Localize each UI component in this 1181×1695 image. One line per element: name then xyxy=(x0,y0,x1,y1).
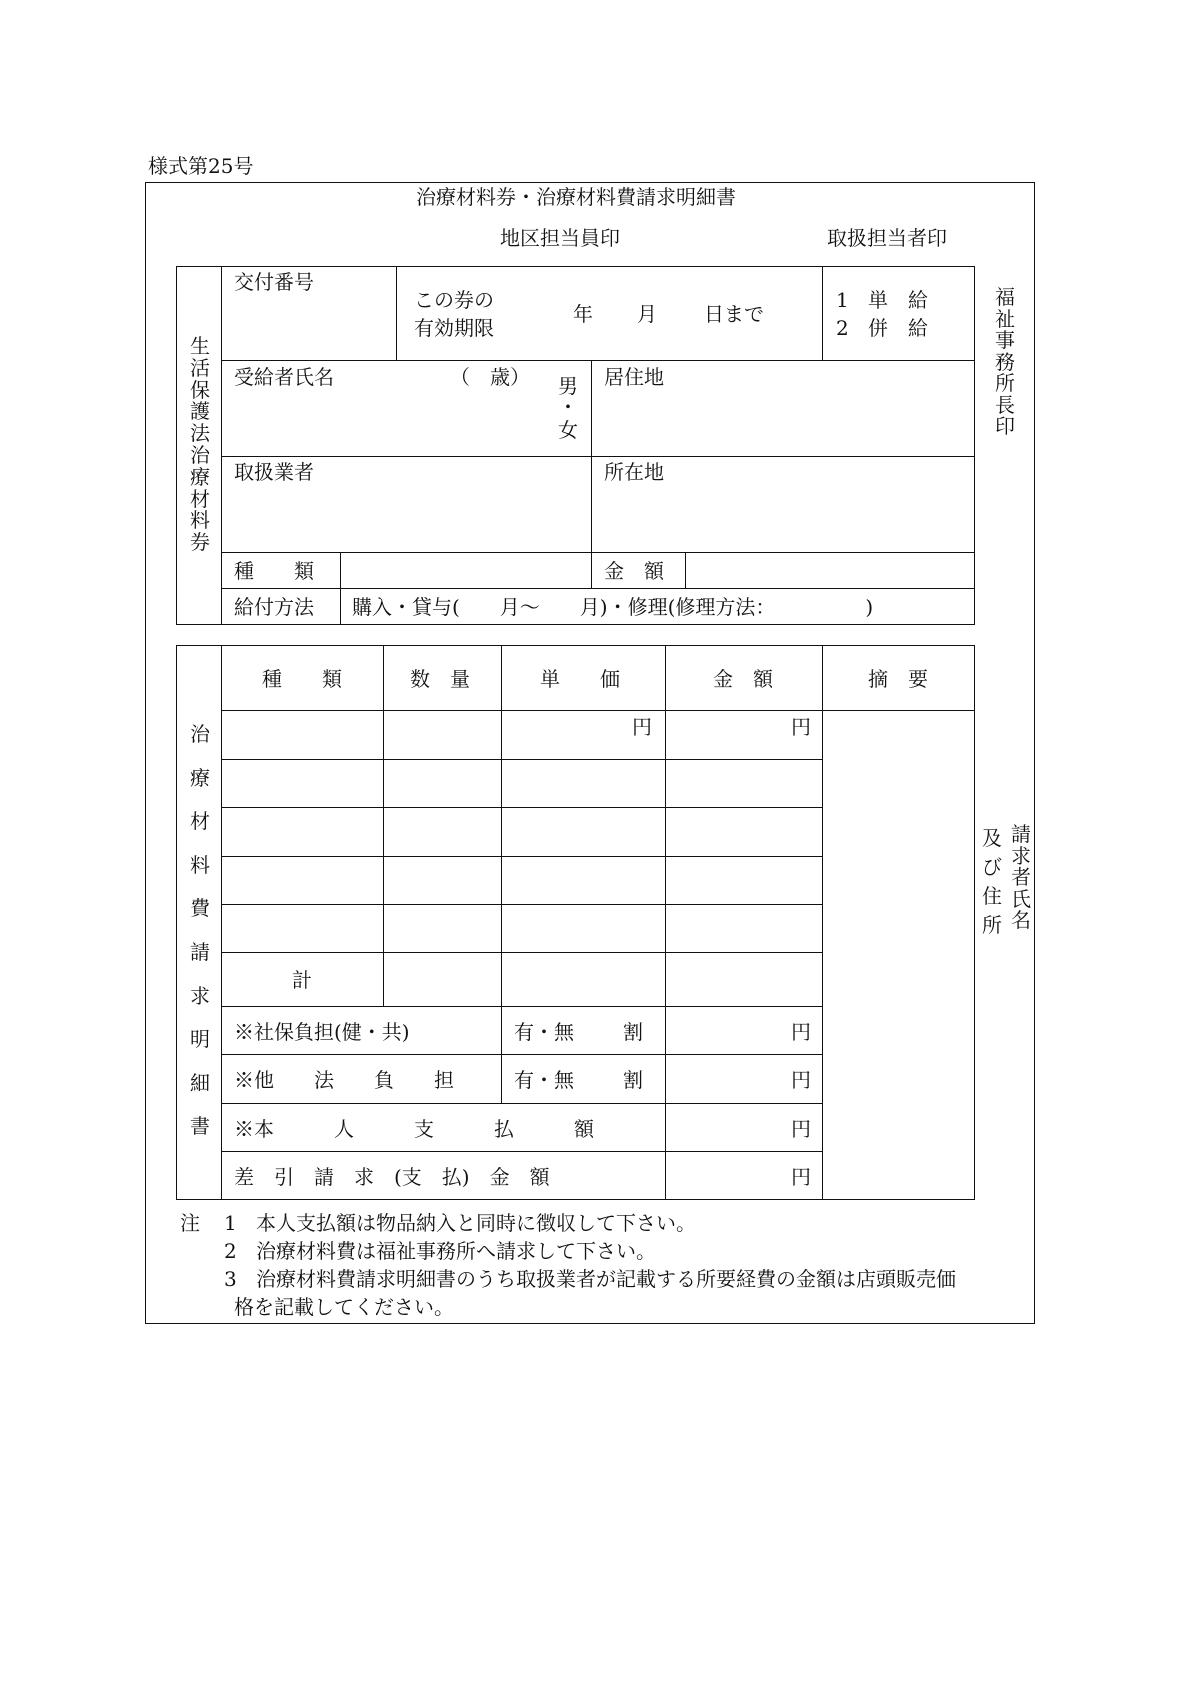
district-officer-stamp-label: 地区担当員印 xyxy=(500,226,620,250)
outer-frame xyxy=(145,182,1035,1324)
note2-text: 治療材料費は福祉事務所へ請求して下さい。 xyxy=(256,1239,656,1263)
female-label: 女 xyxy=(558,418,578,442)
social-insurance-label: ※社保負担(健・共) xyxy=(234,1020,410,1044)
payment-method-label: 給付方法 xyxy=(234,595,314,619)
self-payment-yen: 円 xyxy=(791,1117,811,1141)
handler-stamp-label: 取扱担当者印 xyxy=(827,226,947,250)
form-title: 治療材料券・治療材料費請求明細書 xyxy=(416,185,736,209)
benefit-type1-label: 単 給 xyxy=(868,288,928,312)
claim-amount-yen: 円 xyxy=(791,1165,811,1189)
validity-until: 日まで xyxy=(704,302,764,326)
amount-yen: 円 xyxy=(791,715,811,739)
validity-label-line2: 有効期限 xyxy=(414,316,494,340)
note3-text-line2: 格を記載してください。 xyxy=(234,1295,454,1319)
note2-number: 2 xyxy=(224,1239,237,1263)
office-chief-stamp-label: 福 祉 事 務 所 長 印 xyxy=(995,285,1015,438)
residence-label: 居住地 xyxy=(604,365,664,389)
note3-number: 3 xyxy=(224,1267,237,1291)
validity-label-line1: この券の xyxy=(414,288,494,312)
header-amount: 金 額 xyxy=(713,667,773,691)
other-law-yesno: 有・無 xyxy=(514,1068,574,1092)
claim-amount-label: 差 引 請 求 (支 払) 金 額 xyxy=(234,1165,550,1189)
kind-label: 種 類 xyxy=(234,559,314,583)
social-insurance-yesno: 有・無 xyxy=(514,1020,574,1044)
payment-method-detail: 購入・貸与( 月～ 月)・修理(修理方法： ) xyxy=(352,595,874,619)
social-insurance-ratio: 割 xyxy=(623,1020,643,1044)
note1-text: 本人支払額は物品納入と同時に徴収して下さい。 xyxy=(256,1211,696,1235)
claimant-name-label: 請 求 者 氏 名 xyxy=(1011,822,1031,933)
form-number: 様式第25号 xyxy=(148,154,254,178)
claimant-address-label: 及 び 住 所 xyxy=(982,826,1002,937)
unit-price-yen: 円 xyxy=(632,715,652,739)
validity-month: 月 xyxy=(637,302,657,326)
age-label: （ 歳） xyxy=(450,365,530,389)
male-label: 男 xyxy=(558,374,578,398)
benefit-type1-num: 1 xyxy=(836,288,849,312)
header-unit-price: 単 価 xyxy=(540,667,620,691)
note3-text-line1: 治療材料費請求明細書のうち取扱業者が記載する所要経費の金額は店頭販売価 xyxy=(256,1267,956,1291)
other-law-label: ※他 法 負 担 xyxy=(234,1068,454,1092)
amount-label: 金 額 xyxy=(604,559,664,583)
benefit-type2-num: 2 xyxy=(836,316,849,340)
self-payment-label: ※本 人 支 払 額 xyxy=(234,1117,594,1141)
recipient-name-label: 受給者氏名 xyxy=(234,365,334,389)
notes-label: 注 xyxy=(180,1211,200,1235)
other-law-yen: 円 xyxy=(791,1068,811,1092)
statement-section-label: 治 療 材 料 費 請 求 明 細 書 xyxy=(190,722,210,1139)
handler-business-label: 取扱業者 xyxy=(234,460,314,484)
total-label: 計 xyxy=(292,968,312,992)
note1-number: 1 xyxy=(224,1211,237,1235)
sex-separator: ・ xyxy=(558,395,578,419)
other-law-ratio: 割 xyxy=(623,1068,643,1092)
header-quantity: 数 量 xyxy=(410,667,470,691)
validity-year: 年 xyxy=(573,302,593,326)
ticket-section-label: 生 活 保 護 法 治 療 材 料 券 xyxy=(190,334,210,555)
header-remarks: 摘 要 xyxy=(868,667,928,691)
issue-number-label: 交付番号 xyxy=(234,270,314,294)
benefit-type2-label: 併 給 xyxy=(868,316,928,340)
location-label: 所在地 xyxy=(604,460,664,484)
header-kind: 種 類 xyxy=(262,667,342,691)
social-insurance-yen: 円 xyxy=(791,1020,811,1044)
